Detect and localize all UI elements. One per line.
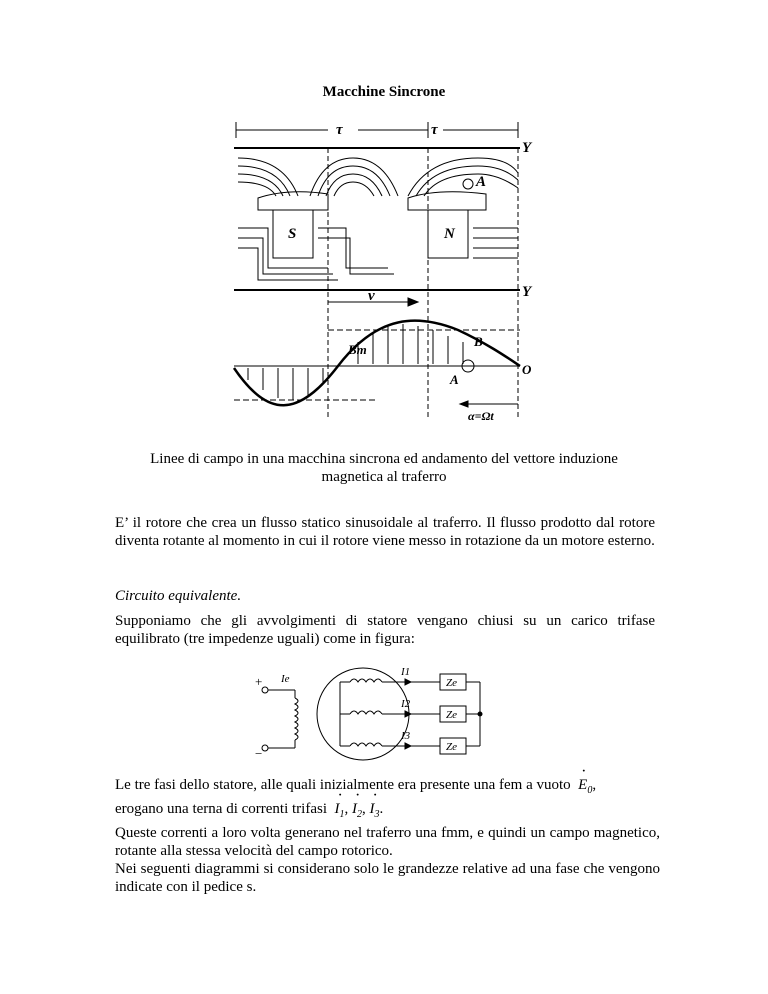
paragraph-1: E’ il rotore che crea un flusso statico sinusoidale al traferro. Il flusso prodotto dal rotore diventa rotante al momento in cui il rotore viene messo in rotazione da un motore esterno. [115,515,655,549]
bm-label: Bm [348,342,367,357]
i2-symbol: · $I_2$ [352,800,362,824]
circuit-figure [255,662,515,762]
figure-caption [130,450,638,486]
v-label: v [368,288,375,304]
paragraph-2: Supponiamo che gli avvolgimenti di statore vengano chiusi su un carico trifase equilibrato (tre impedenze uguali) come in figura: [115,613,655,647]
plus-terminal-label: + [255,674,263,689]
alpha-label: α=Ωt [468,409,494,423]
s-pole-label: S [288,226,297,242]
ze-label-3: Ze [446,741,457,753]
tau-right-label: τ [431,122,438,138]
e0-symbol: · $E_0$ [578,776,592,800]
b-label: B [474,334,483,349]
ie-label: Ie [281,673,290,685]
a-top-label: A [476,174,487,190]
caption-line-1: Linee di campo in una macchina sincrona ed andamento del vettore induzione [150,451,618,467]
paragraph-3-text-a: Le tre fasi dello statore, alle quali inizialmente era presente una fem a vuoto [115,777,571,793]
ze-label-1: Ze [446,677,457,689]
i1-symbol: · $I_1$ [335,800,345,824]
i2-label: I2 [401,698,411,710]
tau-left-label: τ [336,122,343,138]
ze-label-2: Ze [446,709,457,721]
caption-line-2: magnetica al traferro [321,469,447,485]
minus-terminal-label: − [255,746,263,761]
field-lines-figure [228,118,534,430]
i3-symbol: · $I_3$ [370,800,380,824]
i3-label: I3 [401,730,411,742]
paragraph-5: Nei seguenti diagrammi si considerano solo le grandezze relative ad una fase che vengono indicate con il pedice s. [115,861,660,895]
page-title: Macchine Sincrone [322,84,446,100]
y-bottom-label: Y [522,284,532,300]
y-top-label: Y [522,140,532,156]
i1-label: I1 [401,666,411,678]
n-pole-label: N [444,226,455,242]
paragraph-4: Queste correnti a loro volta generano nel traferro una fmm, e quindi un campo magnetico, rotante alla stessa velocità del campo rotorico. [115,825,660,859]
paragraph-3-text-b: erogano una terna di correnti trifasi [115,801,327,817]
a-bottom-label: A [450,372,459,387]
section-heading: Circuito equivalente. [115,588,242,604]
paragraph-3: Le tre fasi dello statore, alle quali inizialmente era presente una fem a vuoto · $E_0$, erogano una terna di correnti trifasi · $I_1$, · $I_2$, · $I_3$. Queste correnti a loro volta generano nel traferro una fmm, e quindi un campo magnetico, rotante alla stessa velocità del campo rotorico. Nei seguenti diagrammi si considerano solo le grandezze relative ad una fase che vengono indicate con il pedice s. [115,776,660,896]
o-label: O [522,362,532,377]
